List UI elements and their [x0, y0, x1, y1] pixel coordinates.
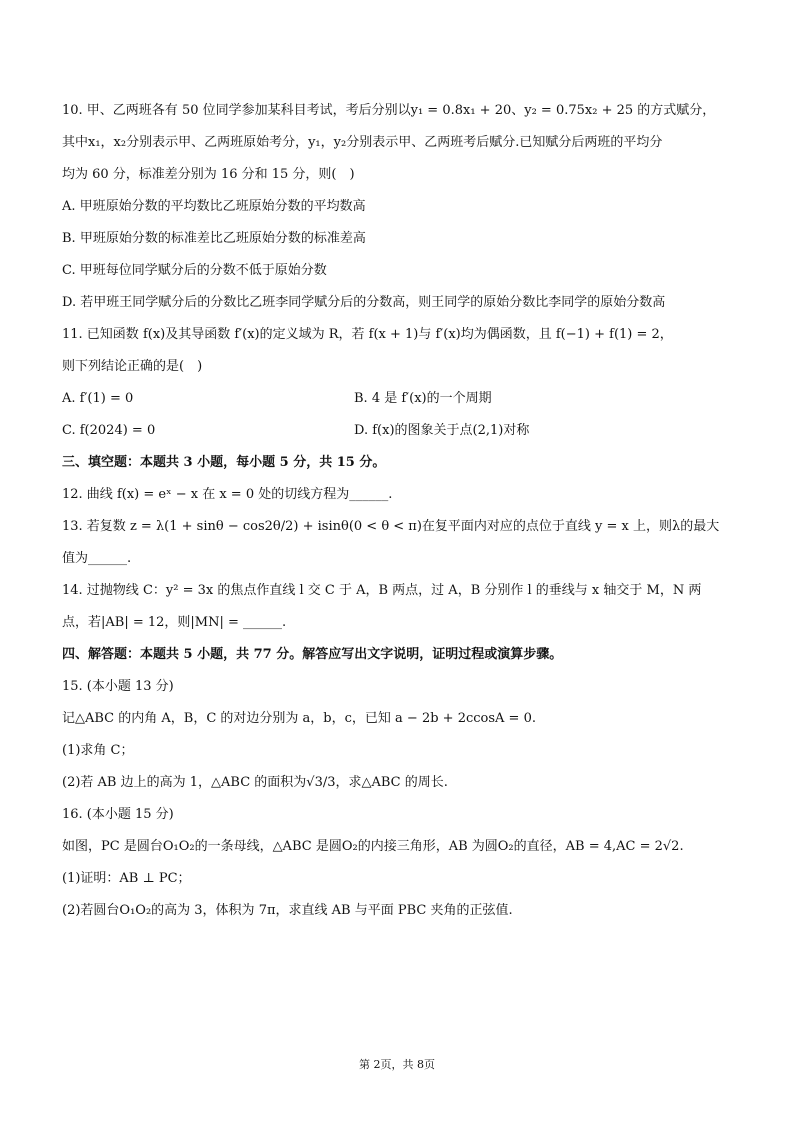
question-10 — [62, 100, 732, 314]
q13-stem-line-2: 值为______. — [62, 551, 132, 566]
q10-option-a: A. 甲班原始分数的平均数比乙班原始分数的平均数高 — [62, 199, 366, 214]
q11-option-a: A. f′(1) = 0 — [62, 391, 134, 406]
question-11 — [62, 324, 732, 442]
q11-options-row-1 — [62, 388, 732, 410]
section-3-heading: 三、填空题：本题共 3 小题，每小题 5 分，共 15 分。 — [62, 455, 386, 470]
q11-option-d: D. f(x)的图象关于点(2,1)对称 — [354, 423, 530, 438]
q15-part-1: (1)求角 C； — [62, 743, 134, 758]
q13-stem-line-1: 13. 若复数 z = λ(1 + sinθ − cos2θ/2) + isinθ(0 < θ < π)在复平面内对应的点位于直线 y = x 上，则λ的最大 — [62, 519, 720, 534]
q16-part-2: (2)若圆台O₁O₂的高为 3，体积为 7π，求直线 AB 与平面 PBC 夹角的正弦值. — [62, 903, 513, 918]
q10-option-c: C. 甲班每位同学赋分后的分数不低于原始分数 — [62, 263, 327, 278]
q11-stem-line-1: 11. 已知函数 f(x)及其导函数 f′(x)的定义域为 R，若 f(x + 1)与 f′(x)均为偶函数，且 f(−1) + f(1) = 2， — [62, 327, 673, 342]
question-13 — [62, 516, 732, 570]
q16-header: 16. (本小题 15 分) — [62, 807, 174, 822]
q11-option-c: C. f(2024) = 0 — [62, 423, 156, 438]
page-footer: 第 2页，共 8页 — [359, 1058, 435, 1071]
page-content — [62, 100, 732, 922]
q10-option-d: D. 若甲班王同学赋分后的分数比乙班李同学赋分后的分数高，则王同学的原始分数比李同学的原始分数高 — [62, 295, 666, 310]
q15-header: 15. (本小题 13 分) — [62, 679, 174, 694]
q11-options-row-2 — [62, 420, 732, 442]
question-16 — [62, 804, 732, 922]
question-12: 12. 曲线 f(x) = eˣ − x 在 x = 0 处的切线方程为______. — [62, 487, 393, 502]
q11-stem-line-2: 则下列结论正确的是( ) — [62, 359, 203, 374]
q10-stem-line-1: 10. 甲、乙两班各有 50 位同学参加某科目考试，考后分别以y₁ = 0.8x₁ + 20、y₂ = 0.75x₂ + 25 的方式赋分， — [62, 103, 716, 118]
section-4-heading: 四、解答题：本题共 5 小题，共 77 分。解答应写出文字说明，证明过程或演算步骤。 — [62, 647, 563, 662]
q10-option-b: B. 甲班原始分数的标准差比乙班原始分数的标准差高 — [62, 231, 366, 246]
q10-stem-line-3: 均为 60 分，标准差分别为 16 分和 15 分，则( ) — [62, 167, 355, 182]
q10-stem-line-2: 其中x₁，x₂分别表示甲、乙两班原始考分，y₁，y₂分别表示甲、乙两班考后赋分.已知赋分后两班的平均分 — [62, 135, 663, 150]
question-15 — [62, 676, 732, 794]
q16-part-1: (1)证明：AB ⊥ PC； — [62, 871, 191, 886]
q15-part-2: (2)若 AB 边上的高为 1，△ABC 的面积为√3/3，求△ABC 的周长. — [62, 775, 448, 790]
q16-stem: 如图，PC 是圆台O₁O₂的一条母线，△ABC 是圆O₂的内接三角形，AB 为圆O₂的直径，AB = 4,AC = 2√2. — [62, 839, 684, 854]
question-14 — [62, 580, 732, 634]
q11-option-b: B. 4 是 f′(x)的一个周期 — [354, 391, 492, 406]
q14-stem-line-1: 14. 过抛物线 C：y² = 3x 的焦点作直线 l 交 C 于 A，B 两点，过 A，B 分别作 l 的垂线与 x 轴交于 M，N 两 — [62, 583, 702, 598]
q14-stem-line-2: 点，若|AB| = 12，则|MN| = ______. — [62, 615, 287, 630]
q15-stem: 记△ABC 的内角 A，B，C 的对边分别为 a，b，c，已知 a − 2b + 2ccosA = 0. — [62, 711, 536, 726]
